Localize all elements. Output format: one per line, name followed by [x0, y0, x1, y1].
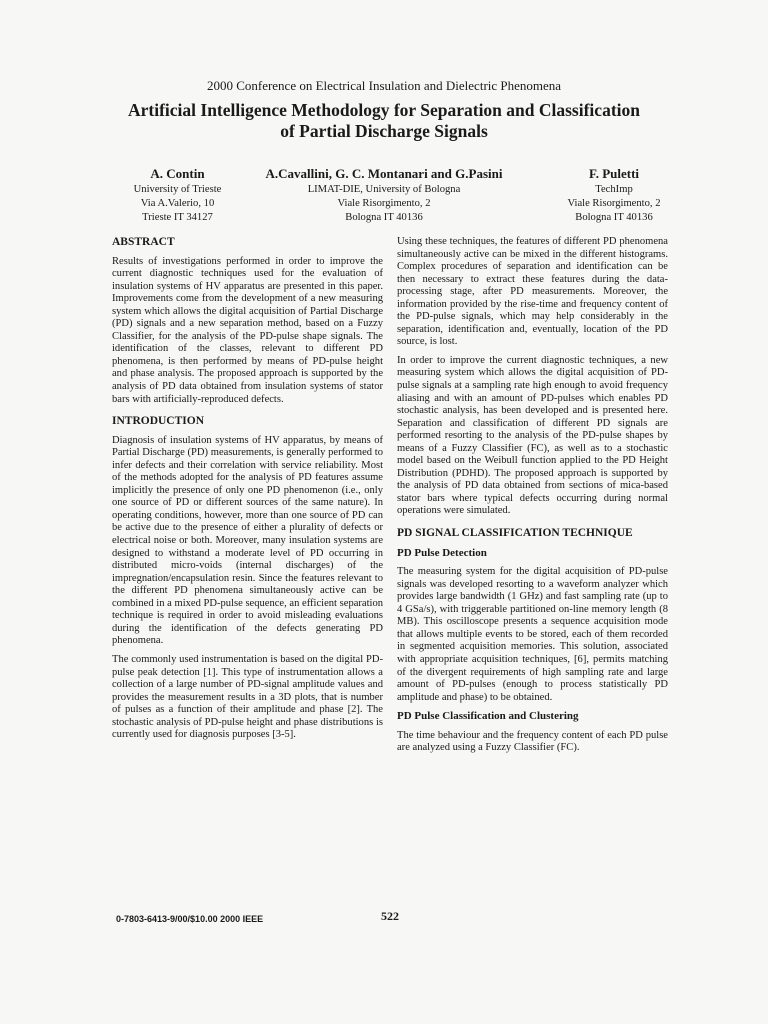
- title-line-2: of Partial Discharge Signals: [280, 121, 488, 141]
- classification-paragraph: The time behaviour and the frequency content of each PD pulse are analyzed using a Fuzzy Classifier (FC).: [397, 729, 668, 754]
- author-name: A.Cavallini, G. C. Montanari and G.Pasini: [265, 166, 503, 181]
- introduction-paragraph-1: Diagnosis of insulation systems of HV apparatus, by means of Partial Discharge (PD) measurements, is generally performed to infer defects and their correlation with service reliability. Most of the methods adopted for the analysis of PD features assume implicitly the presence of only one PD phenomenon (i.e., only one source of PD or different sources of the same nature). In operating conditions, however, more than one source of PD can be active due to the presence of either a plurality of defects or electrical noise or both. Moreover, many insulation systems are designed to withstand a moderate level of PD occurring in distributed micro-voids (internal discharges) of the impregnation/encapsulation resin. Since the features relevant to the different PD phenomena simultaneously active can be combined in a mixed PD-pulse sequence, an efficient separation technique is required in order to avoid misleading evaluations during the identification of the defects generating PD phenomena.: [112, 434, 383, 647]
- author-address: Viale Risorgimento, 2: [567, 198, 661, 210]
- author-city: Bologna IT 40136: [345, 212, 423, 224]
- right-column: [397, 236, 668, 761]
- subsection-heading-classification: PD Pulse Classification and Clustering: [397, 710, 579, 723]
- author-name: F. Puletti: [588, 166, 640, 181]
- author-address: Viale Risorgimento, 2: [337, 198, 431, 210]
- right-paragraph-2: In order to improve the current diagnostic techniques, a new measuring system which allows the digital acquisition of PD-pulse signals at a sampling rate high enough to avoid frequency aliasing and with an amount of PD-pulses which enables PD stochastic analysis, has been developed and is presented here. Separation and classification of different PD signals are performed resorting to the analysis of the PD-pulse shapes by means of a Fuzzy Classifier (FC), as well as to a stochastic model based on the Weibull function applied to the PD Height Distribution (PDHD). The proposed approach is supported by the analysis of PD data obtained from sections of mica-based stator bars where typical defects occurring during normal operations were simulated.: [397, 354, 668, 517]
- footer-copyright: 0-7803-6413-9/00/$10.00 2000 IEEE: [116, 914, 264, 924]
- introduction-paragraph-2: The commonly used instrumentation is based on the digital PD-pulse peak detection [1]. This type of instrumentation allows a collection of a large number of PD-signal amplitude values and provides the measurement results in a 3D plots, that is number of pulses as a function of their amplitude and phase [2]. The stochastic analysis of PD-pulse height and phase distributions is currently used for diagnosis purposes [3-5].: [112, 653, 383, 741]
- introduction-heading: INTRODUCTION: [112, 415, 205, 428]
- author-name: A. Contin: [150, 166, 205, 181]
- section-heading: PD SIGNAL CLASSIFICATION TECHNIQUE: [397, 527, 633, 540]
- paper-title: [60, 100, 708, 142]
- page-number: 522: [381, 909, 399, 923]
- conference-name: 2000 Conference on Electrical Insulation and Dielectric Phenomena: [206, 78, 562, 93]
- abstract-heading: ABSTRACT: [112, 236, 175, 248]
- author-block-contin: [110, 166, 245, 226]
- author-city: Bologna IT 40136: [575, 212, 653, 224]
- detection-paragraph: The measuring system for the digital acquisition of PD-pulse signals was developed resorting to a waveform analyzer which provides large bandwidth (1 GHz) and fast sampling rate (up to 4 GSa/s), with triggerable partitioned on-line memory length (8 MB). This oscilloscope presents a sequence acquisition mode that allows multiple events to be stored, each of them recorded in segmented acquisition memories. This solution, associated with appropriate acquisition techniques, [6], permits matching of the divergent requirements of high sampling rate and large amount of PD-pulses (enough to process statistically PD amplitude and phase) to be obtained.: [397, 566, 668, 703]
- author-affiliation: University of Trieste: [133, 184, 222, 195]
- author-address: Via A.Valerio, 10: [140, 198, 215, 210]
- author-affiliation: LIMAT-DIE, University of Bologna: [307, 184, 461, 195]
- subsection-heading-detection: PD Pulse Detection: [397, 546, 487, 559]
- author-affiliation: TechImp: [595, 184, 633, 195]
- right-paragraph-1: Using these techniques, the features of different PD phenomena simultaneously active can be mixed in the different histograms. Complex procedures of separation and identification can be then necessary to extract these features during the data-processing stage, after PD measurements. Moreover, the information provided by the rise-time and frequency content of the PD-pulse signals, which may help considerably in the separation, identification and, eventually, location of the PD source, is lost.: [397, 236, 668, 348]
- title-line-1: Artificial Intelligence Methodology for Separation and Classification: [127, 100, 640, 120]
- left-column: [112, 236, 383, 748]
- author-block-cavallini: [248, 166, 520, 226]
- author-block-puletti: [524, 166, 704, 226]
- abstract-text: Results of investigations performed in order to improve the current diagnostic techniques used for the evaluation of insulation systems of HV apparatus are presented in this paper. Improvements come from the development of a new measuring system which allows the digital acquisition of Partial Discharge (PD) signals and a new separation method, based on a Fuzzy Classifier, for the analysis of the PD-pulse shape signals. The identification of the classes, relevant to different PD phenomena, is then performed by means of PD-pulse height and phase analysis. The proposed approach is supported by the analysis of PD data obtained from insulation systems of stator bars with artificially-reproduced defects.: [112, 255, 383, 405]
- author-city: Trieste IT 34127: [142, 212, 213, 224]
